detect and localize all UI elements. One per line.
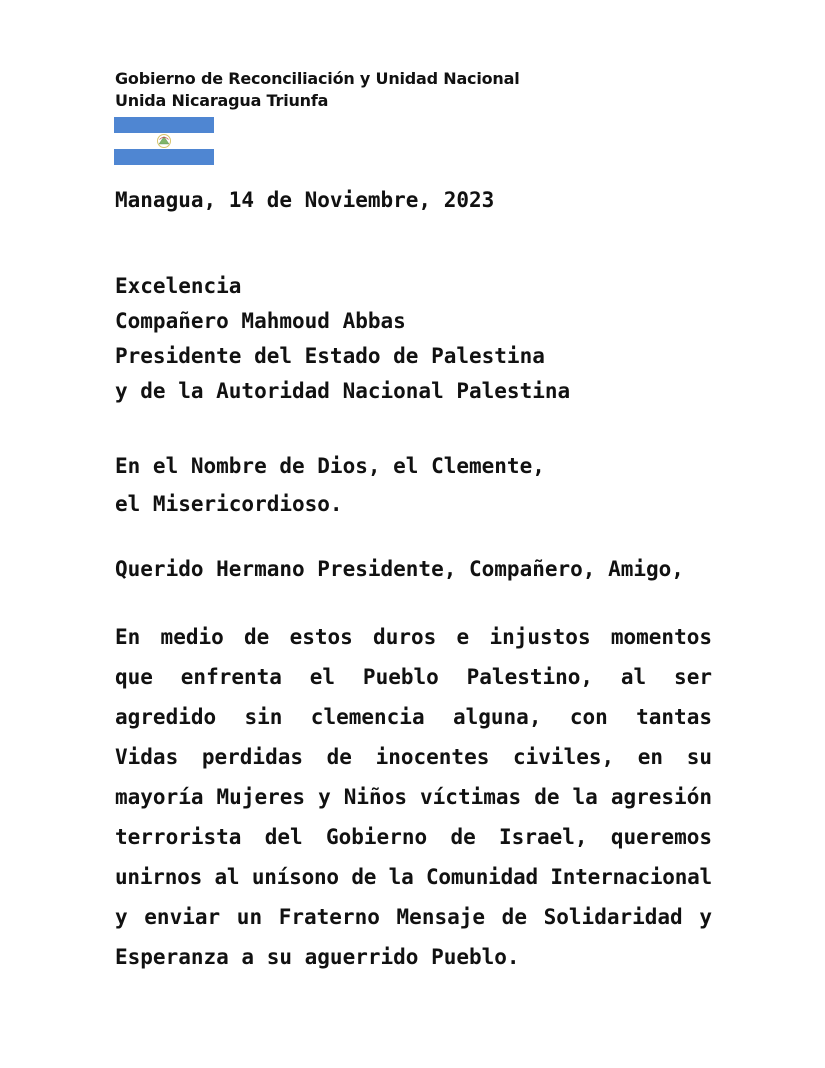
letterhead-government-name: Gobierno de Reconciliación y Unidad Nacional bbox=[115, 69, 520, 88]
flag-bottom-stripe bbox=[114, 149, 214, 165]
body-line: terrorista del Gobierno de Israel, queremos bbox=[115, 825, 712, 849]
salutation: Querido Hermano Presidente, Compañero, Amigo, bbox=[115, 557, 684, 581]
invocation-line-1: En el Nombre de Dios, el Clemente, bbox=[115, 454, 545, 478]
body-line: En medio de estos duros e injustos momentos bbox=[115, 625, 712, 649]
recipient-block bbox=[115, 269, 570, 409]
invocation bbox=[115, 447, 545, 523]
body-line: y enviar un Fraterno Mensaje de Solidaridad y bbox=[115, 905, 712, 929]
body-line: agredido sin clemencia alguna, con tantas bbox=[115, 705, 712, 729]
invocation-line-2: el Misericordioso. bbox=[115, 492, 343, 516]
body-line: Vidas perdidas de inocentes civiles, en su bbox=[115, 745, 712, 769]
body-line: mayoría Mujeres y Niños víctimas de la agresión bbox=[115, 785, 712, 809]
nicaragua-flag-icon bbox=[114, 117, 214, 165]
recipient-title-continued: y de la Autoridad Nacional Palestina bbox=[115, 379, 571, 403]
letterhead-slogan: Unida Nicaragua Triunfa bbox=[115, 91, 329, 110]
body-line: Esperanza a su aguerrido Pueblo. bbox=[115, 945, 520, 969]
letter-date: Managua, 14 de Noviembre, 2023 bbox=[115, 188, 495, 212]
recipient-honorific: Excelencia bbox=[115, 274, 242, 298]
letter-body-paragraph bbox=[115, 617, 712, 977]
body-line: que enfrenta el Pueblo Palestino, al ser bbox=[115, 665, 712, 689]
letterhead bbox=[115, 68, 520, 112]
flag-top-stripe bbox=[114, 117, 214, 133]
recipient-name: Compañero Mahmoud Abbas bbox=[115, 309, 406, 333]
body-line: unirnos al unísono de la Comunidad Internacional bbox=[115, 865, 712, 889]
recipient-title: Presidente del Estado de Palestina bbox=[115, 344, 545, 368]
